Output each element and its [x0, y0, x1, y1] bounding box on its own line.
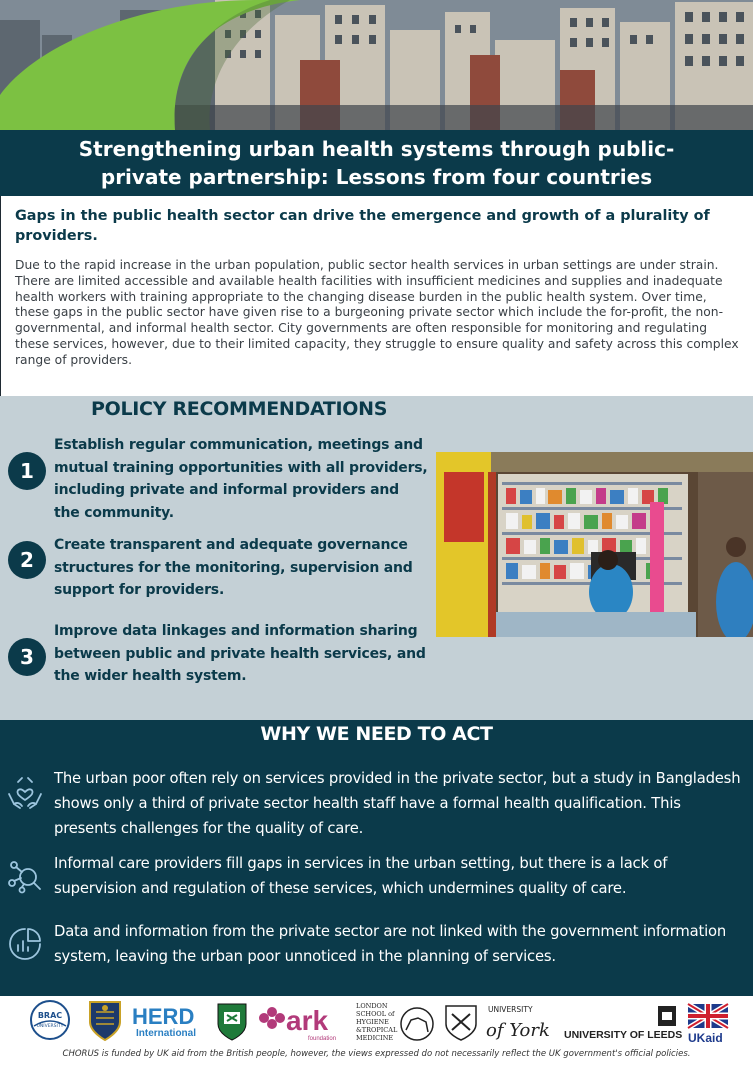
why-we-need-to-act-section — [0, 720, 753, 996]
why-item-text: Informal care providers fill gaps in services in the urban setting, but there is a lack of supervision and regulation of these services, which undermines quality of care. — [54, 855, 668, 897]
lshtm-logo-line: SCHOOL of — [356, 1010, 395, 1018]
university-of-york-logo — [442, 1000, 552, 1044]
ark-logo-text: ark — [286, 1005, 329, 1036]
recommendation-number-badge: 2 — [8, 541, 46, 579]
green-crest-logo — [215, 1000, 249, 1044]
policy-recommendations-section — [0, 396, 753, 720]
pharmacy-shop-photo — [436, 452, 753, 637]
why-item-text: The urban poor often rely on services provided in the private sector, but a study in Bangladesh shows only a third of private sector health staff have a formal health qualification. This presents challenges for the quality of care. — [54, 770, 741, 837]
university-crest-logo — [86, 998, 124, 1042]
why-heading: WHY WE NEED TO ACT — [260, 723, 493, 745]
lshtm-logo-line: HYGIENE — [356, 1018, 389, 1026]
ukaid-logo — [686, 1002, 730, 1046]
intro-body: Due to the rapid increase in the urban population, public sector health services in urban settings are under strain. There are limited accessible and available health facilities with insufficient medicines and supplies and inadequate health workers with training appropriate to the changing disease burden in the public health system. Over time, these gaps in the public sector have given rise to a burgeoning private sector which include the for-profit, the non-governmental, and informal health sector. City governments are often responsible for monitoring and regulating these services, however, due to their limited capacity, they struggle to ensure quality and safety across this complex range of providers. — [15, 258, 739, 367]
hands-heart-icon — [6, 774, 44, 812]
why-item — [6, 851, 746, 901]
footer — [0, 996, 753, 1066]
leeds-logo-text: UNIVERSITY OF LEEDS — [564, 1029, 682, 1041]
magnifier-network-icon — [6, 857, 44, 895]
recommendation-item — [8, 434, 428, 524]
lshtm-logo-line: LONDON — [356, 1002, 388, 1010]
why-item — [6, 766, 746, 841]
ark-logo-subtext: foundation — [308, 1036, 337, 1042]
brac-logo-text: BRAC — [37, 1011, 63, 1020]
brac-logo-subtext: UNIVERSITY — [36, 1024, 64, 1029]
pharmacy-illustration — [436, 452, 753, 637]
partner-logos — [0, 996, 753, 1050]
page-title: Strengthening urban health systems through public-private partnership: Lessons from four countries — [78, 137, 675, 189]
funding-disclaimer: CHORUS is funded by UK aid from the British people, however, the views expressed do not necessarily reflect the UK government's official policies. — [62, 1049, 691, 1059]
brac-university-logo — [28, 998, 72, 1042]
york-logo-text: UNIVERSITY — [488, 1005, 533, 1014]
recommendation-text: Create transparent and adequate governance structures for the monitoring, supervision and support for providers. — [54, 537, 413, 598]
policy-heading: POLICY RECOMMENDATIONS — [91, 398, 388, 420]
university-of-leeds-logo — [562, 1002, 682, 1042]
recommendation-number-badge: 3 — [8, 638, 46, 676]
why-item — [6, 919, 746, 969]
recommendation-text: Establish regular communication, meetings and mutual training opportunities with all providers, including private and informal providers and the community. — [54, 437, 428, 521]
cityscape-illustration — [0, 0, 753, 130]
recommendation-number-badge: 1 — [8, 452, 46, 490]
data-chart-icon — [6, 925, 44, 963]
intro-section — [0, 196, 753, 396]
ukaid-logo-text: UKaid — [688, 1031, 723, 1045]
recommendation-text: Improve data linkages and information sharing between public and private health services, and the wider health system. — [54, 623, 426, 684]
herd-international-logo — [130, 1002, 208, 1042]
title-banner — [0, 130, 753, 196]
lshtm-logo-line: &TROPICAL — [356, 1026, 398, 1034]
intro-heading: Gaps in the public health sector can drive the emergence and growth of a plurality of providers. — [15, 208, 710, 244]
recommendation-item — [8, 620, 428, 688]
york-logo-name: of York — [486, 1020, 550, 1041]
lshtm-logo — [356, 1000, 436, 1044]
recommendation-item — [8, 534, 428, 602]
hero-cityscape-image — [0, 0, 753, 130]
herd-logo-subtext: International — [136, 1028, 197, 1039]
why-item-text: Data and information from the private sector are not linked with the government information system, leaving the urban poor unnoticed in the planning of services. — [54, 923, 727, 965]
ark-foundation-logo — [256, 1002, 346, 1042]
herd-logo-text: HERD — [132, 1004, 195, 1029]
lshtm-logo-line: MEDICINE — [356, 1034, 394, 1042]
